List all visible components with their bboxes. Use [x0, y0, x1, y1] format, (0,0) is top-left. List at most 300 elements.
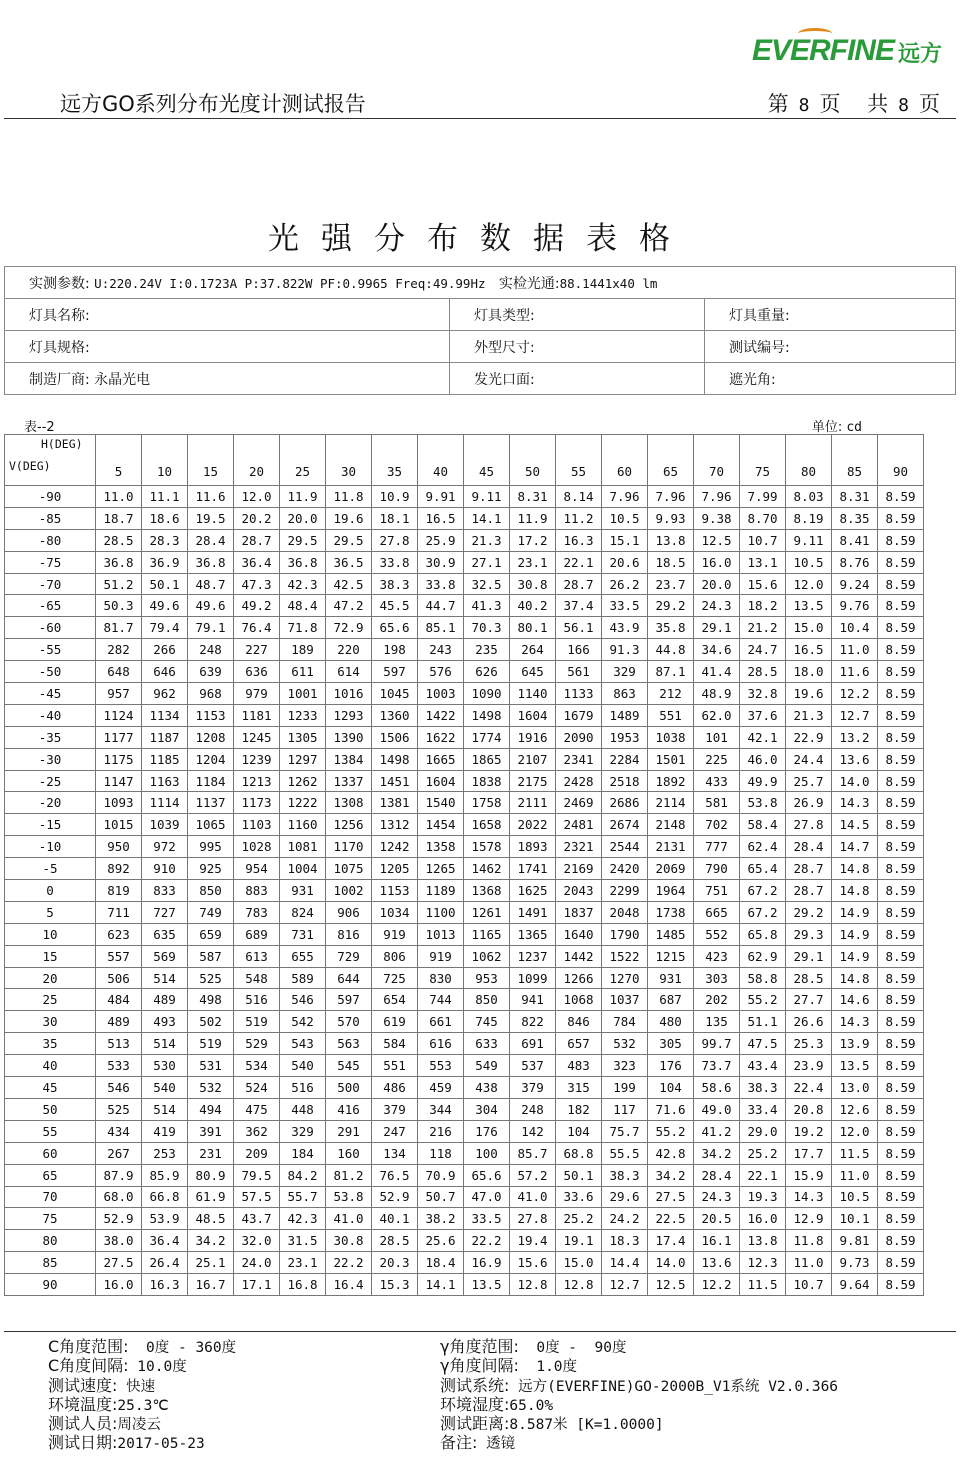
- table-cell: 42.3: [280, 1208, 326, 1230]
- table-cell: 11.0: [832, 1164, 878, 1186]
- row-angle: 15: [5, 945, 96, 967]
- table-cell: 1741: [510, 858, 556, 880]
- table-cell: 784: [602, 1011, 648, 1033]
- table-cell: 1003: [418, 683, 464, 705]
- table-cell: 27.5: [648, 1186, 694, 1208]
- table-cell: 29.0: [740, 1120, 786, 1142]
- footer-value: 0度 - 360度: [128, 1340, 237, 1356]
- table-cell: 10.7: [786, 1274, 832, 1296]
- table-row: [5, 945, 924, 967]
- row-angle: -30: [5, 748, 96, 770]
- logo-wordmark: EVERFINE: [751, 34, 894, 67]
- everfine-logo: [752, 36, 942, 66]
- table-cell: 548: [234, 967, 280, 989]
- table-cell: 62.9: [740, 945, 786, 967]
- table-cell: 23.7: [648, 573, 694, 595]
- table-cell: 1004: [280, 858, 326, 880]
- table-cell: 36.5: [326, 551, 372, 573]
- table-cell: 22.5: [648, 1208, 694, 1230]
- table-cell: 10.7: [740, 529, 786, 551]
- column-header: 85: [832, 435, 878, 486]
- table-cell: 13.1: [740, 551, 786, 573]
- table-cell: 267: [96, 1142, 142, 1164]
- footer-label: 测试速度:: [48, 1375, 118, 1395]
- table-cell: 100: [464, 1142, 510, 1164]
- table-cell: 8.59: [878, 551, 924, 573]
- table-cell: 50.7: [418, 1186, 464, 1208]
- table-cell: 506: [96, 967, 142, 989]
- table-cell: 79.5: [234, 1164, 280, 1186]
- table-cell: 30.8: [510, 573, 556, 595]
- table-cell: 65.6: [464, 1164, 510, 1186]
- table-cell: 1498: [464, 704, 510, 726]
- table-cell: 40.2: [510, 595, 556, 617]
- table-row: [5, 1186, 924, 1208]
- table-cell: 8.59: [878, 573, 924, 595]
- footer-label: C角度范围:: [48, 1337, 129, 1356]
- table-cell: 14.9: [832, 923, 878, 945]
- table-cell: 225: [694, 748, 740, 770]
- table-cell: 49.9: [740, 770, 786, 792]
- table-cell: 13.9: [832, 1033, 878, 1055]
- table-cell: 253: [142, 1142, 188, 1164]
- lamp-type: 灯具类型:: [450, 299, 705, 331]
- table-cell: 52.9: [372, 1186, 418, 1208]
- table-cell: 7.99: [740, 486, 786, 508]
- table-cell: 1679: [556, 704, 602, 726]
- table-cell: 231: [188, 1142, 234, 1164]
- table-cell: 15.0: [556, 1252, 602, 1274]
- table-cell: 542: [280, 1011, 326, 1033]
- table-cell: 40.1: [372, 1208, 418, 1230]
- table-cell: 931: [648, 967, 694, 989]
- table-cell: 85.7: [510, 1142, 556, 1164]
- table-cell: 37.6: [740, 704, 786, 726]
- table-cell: 87.1: [648, 661, 694, 683]
- table-cell: 14.1: [464, 507, 510, 529]
- table-cell: 459: [418, 1077, 464, 1099]
- table-cell: 1491: [510, 901, 556, 923]
- table-cell: 11.9: [280, 486, 326, 508]
- table-cell: 12.3: [740, 1252, 786, 1274]
- table-cell: 55.2: [648, 1120, 694, 1142]
- table-cell: 1489: [602, 704, 648, 726]
- table-cell: 475: [234, 1098, 280, 1120]
- table-cell: 20.0: [694, 573, 740, 595]
- table-cell: 1208: [188, 726, 234, 748]
- table-cell: 48.4: [280, 595, 326, 617]
- table-cell: 18.6: [142, 507, 188, 529]
- table-cell: 29.1: [786, 945, 832, 967]
- table-cell: 182: [556, 1098, 602, 1120]
- table-cell: 28.5: [372, 1230, 418, 1252]
- row-angle: 25: [5, 989, 96, 1011]
- table-cell: 99.7: [694, 1033, 740, 1055]
- row-angle: -60: [5, 617, 96, 639]
- table-cell: 76.4: [234, 617, 280, 639]
- table-row: [5, 617, 924, 639]
- table-row: [5, 1208, 924, 1230]
- table-cell: 38.0: [96, 1230, 142, 1252]
- table-cell: 968: [188, 683, 234, 705]
- table-cell: 41.0: [510, 1186, 556, 1208]
- footer-line: [48, 1377, 236, 1396]
- row-angle: -40: [5, 704, 96, 726]
- intensity-table: [4, 434, 924, 1296]
- table-cell: 1485: [648, 923, 694, 945]
- table-cell: 27.5: [96, 1252, 142, 1274]
- table-cell: 494: [188, 1098, 234, 1120]
- header-divider: [4, 118, 956, 119]
- table-cell: 304: [464, 1098, 510, 1120]
- table-cell: 43.7: [234, 1208, 280, 1230]
- table-cell: 7.96: [648, 486, 694, 508]
- table-cell: 22.2: [464, 1230, 510, 1252]
- row-angle: -5: [5, 858, 96, 880]
- table-cell: 33.5: [464, 1208, 510, 1230]
- table-cell: 216: [418, 1120, 464, 1142]
- table-cell: 561: [556, 661, 602, 683]
- table-cell: 972: [142, 836, 188, 858]
- table-cell: 2169: [556, 858, 602, 880]
- table-row: [5, 704, 924, 726]
- row-angle: -20: [5, 792, 96, 814]
- table-cell: 65.8: [740, 923, 786, 945]
- table-cell: 745: [464, 1011, 510, 1033]
- table-cell: 529: [234, 1033, 280, 1055]
- table-cell: 71.6: [648, 1098, 694, 1120]
- table-cell: 362: [234, 1120, 280, 1142]
- table-cell: 8.31: [510, 486, 556, 508]
- row-angle: -25: [5, 770, 96, 792]
- row-angle: -80: [5, 529, 96, 551]
- table-cell: 1173: [234, 792, 280, 814]
- table-cell: 13.0: [832, 1077, 878, 1099]
- table-cell: 134: [372, 1142, 418, 1164]
- table-cell: 636: [234, 661, 280, 683]
- table-cell: 925: [188, 858, 234, 880]
- table-cell: 117: [602, 1098, 648, 1120]
- page-number: 8: [798, 95, 810, 116]
- table-cell: 1604: [418, 770, 464, 792]
- table-cell: 29.2: [786, 901, 832, 923]
- table-cell: 502: [188, 1011, 234, 1033]
- table-cell: 48.9: [694, 683, 740, 705]
- table-cell: 202: [694, 989, 740, 1011]
- table-cell: 1068: [556, 989, 602, 1011]
- table-cell: 34.6: [694, 639, 740, 661]
- unit-label: [812, 416, 862, 435]
- table-cell: 863: [602, 683, 648, 705]
- table-cell: 1964: [648, 880, 694, 902]
- unit-prefix: 单位:: [811, 420, 843, 435]
- table-cell: 8.59: [878, 704, 924, 726]
- table-cell: 55.5: [602, 1142, 648, 1164]
- table-cell: 58.8: [740, 967, 786, 989]
- table-cell: 23.9: [786, 1055, 832, 1077]
- table-cell: 524: [234, 1077, 280, 1099]
- table-cell: 12.9: [786, 1208, 832, 1230]
- table-cell: 10.5: [832, 1186, 878, 1208]
- table-row: [5, 726, 924, 748]
- footer-divider: [4, 1331, 956, 1332]
- footer-value: 2017-05-23: [117, 1436, 205, 1453]
- table-cell: 537: [510, 1055, 556, 1077]
- table-cell: 8.59: [878, 595, 924, 617]
- column-header: 15: [188, 435, 234, 486]
- table-row: [5, 595, 924, 617]
- table-cell: 58.6: [694, 1077, 740, 1099]
- table-cell: 1100: [418, 901, 464, 923]
- table-cell: 2420: [602, 858, 648, 880]
- table-cell: 1045: [372, 683, 418, 705]
- table-cell: 484: [96, 989, 142, 1011]
- table-cell: 525: [188, 967, 234, 989]
- table-cell: 8.59: [878, 1011, 924, 1033]
- table-cell: 1090: [464, 683, 510, 705]
- measured-params-cell: [5, 267, 956, 299]
- table-cell: 20.8: [786, 1098, 832, 1120]
- table-cell: 1134: [142, 704, 188, 726]
- table-cell: 14.9: [832, 901, 878, 923]
- table-cell: 13.8: [740, 1230, 786, 1252]
- table-cell: 1462: [464, 858, 510, 880]
- table-cell: 36.4: [234, 551, 280, 573]
- table-cell: 11.6: [832, 661, 878, 683]
- v-deg-header: V(DEG): [9, 459, 51, 473]
- emitting-surface: 发光口面:: [450, 363, 705, 395]
- table-cell: 22.1: [556, 551, 602, 573]
- table-cell: 16.5: [418, 507, 464, 529]
- table-cell: 1758: [464, 792, 510, 814]
- table-cell: 23.1: [280, 1252, 326, 1274]
- table-cell: 1837: [556, 901, 602, 923]
- table-cell: 66.8: [142, 1186, 188, 1208]
- table-cell: 1028: [234, 836, 280, 858]
- table-cell: 12.7: [832, 704, 878, 726]
- table-cell: 303: [694, 967, 740, 989]
- table-cell: 611: [280, 661, 326, 683]
- table-cell: 11.5: [832, 1142, 878, 1164]
- table-cell: 931: [280, 880, 326, 902]
- table-cell: 1261: [464, 901, 510, 923]
- table-cell: 725: [372, 967, 418, 989]
- table-cell: 12.8: [556, 1274, 602, 1296]
- table-cell: 1075: [326, 858, 372, 880]
- table-cell: 34.2: [648, 1164, 694, 1186]
- table-row: [5, 858, 924, 880]
- footer-line: [48, 1396, 236, 1415]
- footer-label: C角度间隔:: [48, 1356, 129, 1376]
- column-header: 70: [694, 435, 740, 486]
- table-cell: 22.2: [326, 1252, 372, 1274]
- table-cell: 8.41: [832, 529, 878, 551]
- table-cell: 1133: [556, 683, 602, 705]
- table-cell: 135: [694, 1011, 740, 1033]
- table-cell: 48.7: [188, 573, 234, 595]
- table-cell: 8.59: [878, 1230, 924, 1252]
- table-cell: 220: [326, 639, 372, 661]
- table-cell: 1270: [602, 967, 648, 989]
- table-cell: 20.3: [372, 1252, 418, 1274]
- row-angle: 40: [5, 1055, 96, 1077]
- row-angle: -55: [5, 639, 96, 661]
- footer-value: 快速: [117, 1378, 156, 1395]
- table-cell: 1204: [188, 748, 234, 770]
- table-cell: 67.2: [740, 901, 786, 923]
- table-cell: 176: [464, 1120, 510, 1142]
- table-cell: 689: [234, 923, 280, 945]
- table-cell: 17.7: [786, 1142, 832, 1164]
- table-cell: 8.59: [878, 617, 924, 639]
- table-row: [5, 1098, 924, 1120]
- table-cell: 2111: [510, 792, 556, 814]
- footer-label: 环境温度:: [48, 1394, 118, 1414]
- lamp-spec: 灯具规格:: [5, 331, 450, 363]
- lamp-name: 灯具名称:: [5, 299, 450, 331]
- row-angle: 85: [5, 1252, 96, 1274]
- table-cell: 1312: [372, 814, 418, 836]
- footer-value: 0度 - 90度: [518, 1340, 627, 1356]
- footer-line: [440, 1357, 838, 1376]
- footer-line: [48, 1434, 236, 1453]
- table-cell: 816: [326, 923, 372, 945]
- table-cell: 14.9: [832, 945, 878, 967]
- table-cell: 1242: [372, 836, 418, 858]
- report-title: 远方GO系列分布光度计测试报告: [60, 92, 366, 116]
- table-cell: 533: [96, 1055, 142, 1077]
- table-cell: 28.4: [694, 1164, 740, 1186]
- table-cell: 38.3: [740, 1077, 786, 1099]
- table-cell: 62.4: [740, 836, 786, 858]
- table-cell: 70.3: [464, 617, 510, 639]
- table-cell: 27.7: [786, 989, 832, 1011]
- table-cell: 2048: [602, 901, 648, 923]
- table-cell: 1177: [96, 726, 142, 748]
- h-deg-header: H(DEG): [41, 437, 83, 451]
- row-angle: 60: [5, 1142, 96, 1164]
- table-cell: 14.0: [648, 1252, 694, 1274]
- table-cell: 749: [188, 901, 234, 923]
- table-cell: 14.4: [602, 1252, 648, 1274]
- footer-right: [440, 1338, 838, 1454]
- table-cell: 18.3: [602, 1230, 648, 1252]
- table-cell: 9.11: [464, 486, 510, 508]
- row-angle: -65: [5, 595, 96, 617]
- table-cell: 659: [188, 923, 234, 945]
- table-cell: 1065: [188, 814, 234, 836]
- table-cell: 1165: [464, 923, 510, 945]
- table-cell: 29.3: [786, 923, 832, 945]
- table-cell: 1256: [326, 814, 372, 836]
- table-cell: 1454: [418, 814, 464, 836]
- row-angle: 30: [5, 1011, 96, 1033]
- table-cell: 11.5: [740, 1274, 786, 1296]
- table-cell: 56.1: [556, 617, 602, 639]
- table-cell: 15.6: [510, 1252, 556, 1274]
- table-row: [5, 1120, 924, 1142]
- table-cell: 498: [188, 989, 234, 1011]
- table-cell: 2131: [648, 836, 694, 858]
- table-cell: 1081: [280, 836, 326, 858]
- table-cell: 587: [188, 945, 234, 967]
- table-header-row: [5, 435, 924, 486]
- table-cell: 16.7: [188, 1274, 234, 1296]
- table-cell: 1622: [418, 726, 464, 748]
- table-cell: 1170: [326, 836, 372, 858]
- table-cell: 1506: [372, 726, 418, 748]
- info-table: [4, 266, 956, 395]
- row-angle: 90: [5, 1274, 96, 1296]
- table-cell: 744: [418, 989, 464, 1011]
- table-cell: 8.59: [878, 1274, 924, 1296]
- table-cell: 2674: [602, 814, 648, 836]
- table-cell: 8.59: [878, 507, 924, 529]
- table-row: [5, 836, 924, 858]
- table-cell: 8.59: [878, 529, 924, 551]
- table-row: [5, 792, 924, 814]
- table-cell: 2148: [648, 814, 694, 836]
- table-cell: 212: [648, 683, 694, 705]
- table-cell: 33.5: [602, 595, 648, 617]
- table-cell: 644: [326, 967, 372, 989]
- table-cell: 22.4: [786, 1077, 832, 1099]
- table-cell: 27.1: [464, 551, 510, 573]
- table-cell: 1358: [418, 836, 464, 858]
- row-angle: 35: [5, 1033, 96, 1055]
- table-cell: 18.4: [418, 1252, 464, 1274]
- table-cell: 623: [96, 923, 142, 945]
- table-cell: 199: [602, 1077, 648, 1099]
- table-cell: 8.59: [878, 901, 924, 923]
- table-cell: 19.6: [326, 507, 372, 529]
- table-cell: 36.9: [142, 551, 188, 573]
- table-cell: 38.2: [418, 1208, 464, 1230]
- table-cell: 36.8: [280, 551, 326, 573]
- table-cell: 16.0: [694, 551, 740, 573]
- table-cell: 71.8: [280, 617, 326, 639]
- table-cell: 11.1: [142, 486, 188, 508]
- table-cell: 2321: [556, 836, 602, 858]
- table-cell: 235: [464, 639, 510, 661]
- table-cell: 24.4: [786, 748, 832, 770]
- table-cell: 28.7: [556, 573, 602, 595]
- table-cell: 25.7: [786, 770, 832, 792]
- column-header: 5: [96, 435, 142, 486]
- table-cell: 19.1: [556, 1230, 602, 1252]
- table-cell: 1185: [142, 748, 188, 770]
- table-cell: 1103: [234, 814, 280, 836]
- table-cell: 16.4: [326, 1274, 372, 1296]
- table-cell: 1790: [602, 923, 648, 945]
- table-cell: 8.59: [878, 1142, 924, 1164]
- manufacturer: 制造厂商: 永晶光电: [5, 363, 450, 395]
- flux-label: 实检光通:: [498, 275, 560, 292]
- table-cell: 18.5: [648, 551, 694, 573]
- table-cell: 28.7: [786, 858, 832, 880]
- table-cell: 11.8: [786, 1230, 832, 1252]
- table-cell: 540: [280, 1055, 326, 1077]
- table-row: [5, 901, 924, 923]
- row-angle: -85: [5, 507, 96, 529]
- table-cell: 53.8: [326, 1186, 372, 1208]
- table-cell: 906: [326, 901, 372, 923]
- table-cell: 654: [372, 989, 418, 1011]
- table-cell: 47.0: [464, 1186, 510, 1208]
- table-cell: 552: [694, 923, 740, 945]
- table-cell: 846: [556, 1011, 602, 1033]
- footer-value: 1.0度: [518, 1359, 578, 1376]
